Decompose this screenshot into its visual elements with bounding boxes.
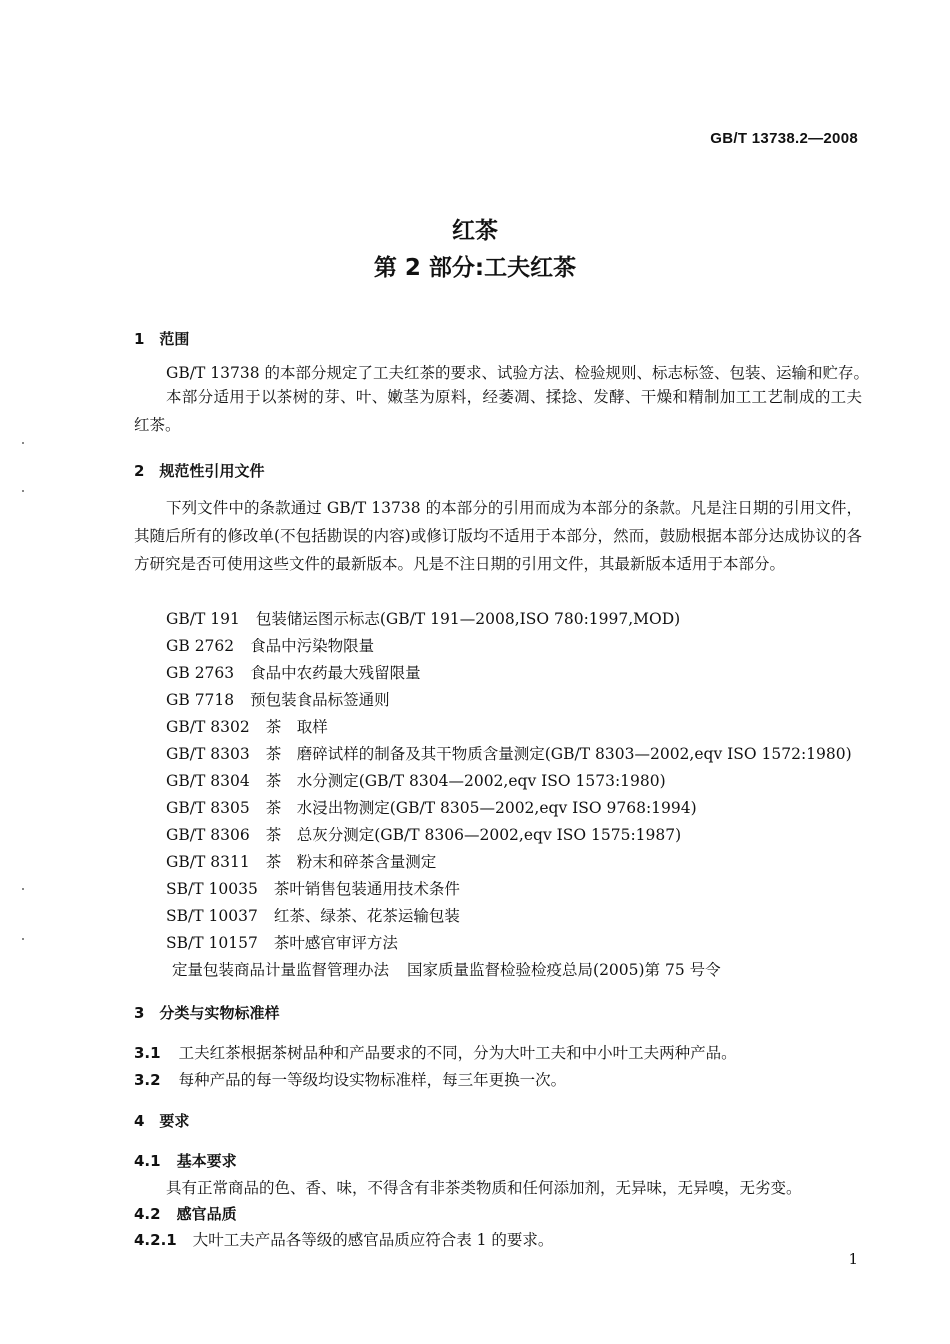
page-number: 1	[848, 1250, 858, 1268]
reference-item	[166, 931, 398, 953]
clause-title: 感官品质	[176, 1205, 237, 1223]
reference-title: 茶 水分测定(GB/T 8304—2002,eqv ISO 1573:1980)	[265, 772, 666, 790]
reference-code: GB/T 191	[166, 610, 240, 628]
clause-number: 4.2	[134, 1205, 161, 1223]
reference-title: 茶叶销售包装通用技术条件	[273, 880, 460, 898]
reference-title: 红茶、绿茶、花茶运输包装	[273, 907, 460, 925]
scan-mark	[22, 490, 24, 492]
clause-4-2-1	[134, 1228, 553, 1250]
clause-title: 基本要求	[176, 1152, 237, 1170]
section-1-paragraph-1: GB/T 13738 的本部分规定了工夫红茶的要求、试验方法、检验规则、标志标签、包装、运输和贮存。	[166, 364, 869, 382]
clause-3-1	[134, 1041, 737, 1063]
scan-mark	[22, 888, 24, 890]
reference-title: 食品中污染物限量	[250, 637, 375, 655]
reference-item	[166, 769, 666, 791]
reference-code: 定量包装商品计量监督管理办法	[172, 961, 390, 979]
reference-item	[166, 688, 390, 710]
clause-4-1-heading	[134, 1150, 237, 1171]
section-3-heading: 3 分类与实物标准样	[134, 1004, 280, 1022]
reference-code: SB/T 10037	[166, 907, 258, 925]
reference-title: 国家质量监督检验检疫总局(2005)第 75 号令	[407, 961, 721, 979]
reference-title: 茶 取样	[265, 718, 328, 736]
reference-item	[166, 634, 374, 656]
clause-text: 大叶工夫产品各等级的感官品质应符合表 1 的要求。	[192, 1231, 554, 1249]
reference-code: GB/T 8303	[166, 745, 250, 763]
reference-code: GB 2763	[166, 664, 235, 682]
reference-title: 食品中农药最大残留限量	[250, 664, 421, 682]
reference-item	[166, 661, 421, 683]
reference-item	[166, 904, 460, 926]
scan-mark	[22, 938, 24, 940]
reference-title: 茶 粉末和碎茶含量测定	[265, 853, 437, 871]
reference-code: GB/T 8304	[166, 772, 250, 790]
reference-title: 茶 总灰分测定(GB/T 8306—2002,eqv ISO 1575:1987)	[265, 826, 682, 844]
reference-code: GB 7718	[166, 691, 235, 709]
page-subtitle: 第 2 部分:工夫红茶	[373, 255, 577, 281]
reference-item	[166, 742, 852, 764]
clause-number: 4.1	[134, 1152, 161, 1170]
section-2-paragraph: 下列文件中的条款通过 GB/T 13738 的本部分的引用而成为本部分的条款。凡是注日期的引用文件，其随后所有的修改单(不包括勘误的内容)或修订版均不适用于本部分，然而，鼓励根据本部分达成协议的各方研究是否可使用这些文件的最新版本。凡是不注日期的引用文件，其最新版本适用于本部分。	[134, 499, 862, 573]
section-4-heading: 4 要求	[134, 1112, 190, 1130]
clause-number: 3.2	[134, 1071, 161, 1089]
clause-4-2-heading	[134, 1203, 237, 1224]
reference-code: SB/T 10035	[166, 880, 258, 898]
reference-title: 包装储运图示标志(GB/T 191—2008,ISO 780:1997,MOD)	[255, 610, 681, 628]
standard-code: GB/T 13738.2—2008	[710, 130, 858, 147]
clause-number: 3.1	[134, 1044, 161, 1062]
reference-title: 茶叶感官审评方法	[273, 934, 398, 952]
section-2-heading: 2 规范性引用文件	[134, 462, 265, 480]
reference-code: GB/T 8305	[166, 799, 250, 817]
section-1-paragraph-2: 本部分适用于以茶树的芽、叶、嫩茎为原料，经萎凋、揉捻、发酵、干燥和精制加工工艺制成的工夫红茶。	[134, 388, 862, 434]
clause-4-1-text: 具有正常商品的色、香、味，不得含有非茶类物质和任何添加剂，无异味，无异嗅，无劣变。	[166, 1179, 802, 1197]
page-title: 红茶	[452, 218, 498, 244]
clause-number: 4.2.1	[134, 1231, 177, 1249]
section-1-heading: 1 范围	[134, 330, 190, 348]
clause-text: 工夫红茶根据茶树品种和产品要求的不同，分为大叶工夫和中小叶工夫两种产品。	[178, 1044, 737, 1062]
reference-title: 茶 水浸出物测定(GB/T 8305—2002,eqv ISO 9768:1994)	[265, 799, 697, 817]
reference-code: GB/T 8311	[166, 853, 250, 871]
reference-code: GB/T 8302	[166, 718, 250, 736]
reference-title: 茶 磨碎试样的制备及其干物质含量测定(GB/T 8303—2002,eqv ISO 1572:1980)	[265, 745, 852, 763]
reference-code: GB 2762	[166, 637, 235, 655]
scan-mark	[22, 442, 24, 444]
reference-item	[166, 877, 460, 899]
reference-item	[166, 715, 328, 737]
reference-title: 预包装食品标签通则	[250, 691, 390, 709]
clause-text: 每种产品的每一等级均设实物标准样，每三年更换一次。	[178, 1071, 567, 1089]
reference-code: SB/T 10157	[166, 934, 258, 952]
reference-item	[172, 958, 721, 980]
reference-item	[166, 796, 697, 818]
reference-code: GB/T 8306	[166, 826, 250, 844]
reference-item	[166, 607, 680, 629]
reference-item	[166, 823, 681, 845]
reference-item	[166, 850, 436, 872]
clause-3-2	[134, 1068, 566, 1090]
